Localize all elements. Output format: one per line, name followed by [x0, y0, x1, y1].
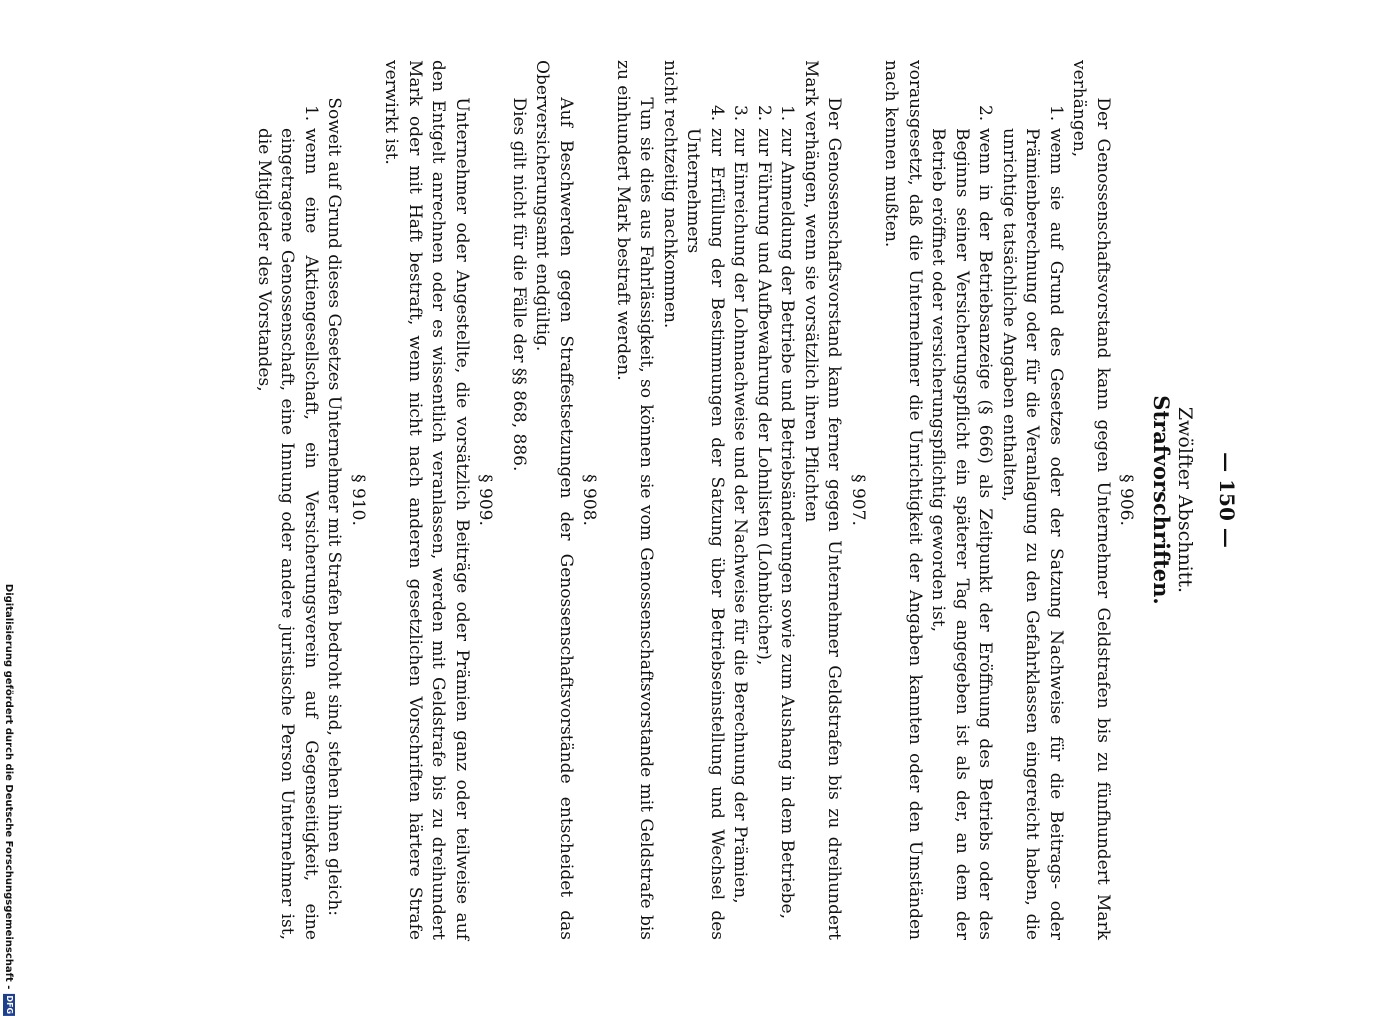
funding-note	[3, 584, 15, 1016]
list-item	[775, 97, 799, 940]
funding-note-text: Digitalisierung gefördert durch die Deutsche Forschungsgemeinschaft -	[3, 583, 15, 990]
list-item-text: zur Anmeldung der Betriebe und Betriebsänderungen sowie zum Aushang in dem Betriebe,	[777, 127, 798, 920]
list-item-number: 3.	[730, 104, 751, 122]
list-item-number: 4.	[707, 104, 727, 122]
chapter-subtitle: Strafvorschriften.	[1149, 395, 1174, 605]
list-item-number: 1.	[301, 104, 321, 122]
list-item-number: 2.	[754, 104, 774, 122]
chapter-title: Zwölfter Abschnitt.	[1174, 406, 1197, 594]
page-wrap	[150, 20, 1260, 980]
section-908-heading: § 908.	[579, 474, 600, 526]
side-strip	[0, 0, 18, 1015]
document-page	[150, 20, 1260, 980]
list-item-text: zur Einreichung der Lohnnachweise und der Nachweise für die Berechnung der Prämien,	[730, 127, 751, 904]
list-item-text: wenn eine Aktiengesellschaft, ein Versicherungsverein auf Gegenseitigkeit, eine eingetragene Genossenschaft, eine Innung oder andere juristische Person Unternehmer ist, die Mitglieder des Vorstandes,	[254, 127, 321, 940]
list-item	[681, 97, 728, 940]
section-910-heading: § 910.	[348, 474, 368, 526]
list-item	[997, 97, 1068, 940]
list-item	[752, 97, 776, 940]
list-item	[926, 97, 997, 940]
section-906-heading: § 906.	[1116, 474, 1137, 526]
list-item-number: 1.	[777, 104, 798, 122]
section-909-heading: § 909.	[475, 474, 496, 526]
section-907-closing: nicht rechtzeitig nachkommen.	[660, 60, 680, 329]
list-item-text: zur Erfüllung der Bestimmungen der Satzung über Betriebseinstellung und Wechsel des Unternehmers	[683, 127, 727, 940]
section-906-closing: vorausgesetzt, daß die Unternehmer die Unrichtigkeit der Angaben kannten oder den Umständen nach kennen mußten.	[881, 60, 925, 940]
section-907-heading: § 907.	[848, 474, 868, 526]
list-item-text: wenn in der Betriebsanzeige (§ 666) als Zeitpunkt der Eröffnung des Betriebs oder des Beginns seiner Versicherungspflicht ein späterer Tag angegeben ist als der, an dem der Betrieb eröffnet oder versicherungspflichtig geworden ist,	[928, 127, 996, 940]
list-item-text: wenn sie auf Grund des Gesetzes oder der Satzung Nachweise für die Beitrags- oder Prämienberechnung oder für die Veranlagung zu den Gefahrklassen eingereicht haben, die unrichtige tatsächliche Angaben enthalten,	[999, 127, 1066, 940]
section-908-para-1: Auf Beschwerden gegen Straffestsetzungen der Genossenschaftsvorstände entscheidet das Oberversicherungsamt endgültig.	[532, 60, 576, 940]
section-907-intro: Der Genossenschaftsvorstand kann ferner gegen Unternehmer Geldstrafen bis zu dreihundert Mark verhängen, wenn sie vorsätzlich ihren Pflichten	[801, 60, 845, 940]
list-item-number: 1.	[1046, 104, 1066, 122]
list-item	[252, 97, 323, 940]
list-item-number: 2.	[975, 104, 996, 122]
section-910-para-1: Soweit auf Grund dieses Gesetzes Unternehmer mit Strafen bedroht sind, stehen ihnen gleich:	[324, 97, 345, 917]
section-909-para-1: Unternehmer oder Angestellte, die vorsätzlich Beiträge oder Prämien ganz oder teilweise auf den Entgelt anrechnen oder es wissentlich veranlassen, werden mit Geldstrafe bis zu dreihundert Mark oder mit Haft bestraft, wenn nicht nach anderen gesetzlichen Vorschriften härtere Strafe verwirkt ist.	[381, 60, 472, 940]
section-908-para-2: Dies gilt nicht für die Fälle der §§ 868, 886.	[509, 97, 529, 472]
list-item-text: zur Führung und Aufbewahrung der Lohnlisten (Lohnbücher),	[754, 127, 774, 666]
page-number: — 150 —	[1215, 452, 1239, 548]
list-item	[728, 97, 752, 940]
dfg-logo-icon: DFG	[5, 995, 14, 1015]
section-907-extra: Tun sie dies aus Fahrlässigkeit, so können sie vom Genossenschaftsvorstande mit Geldstrafe bis zu einhundert Mark bestraft werden.	[613, 60, 657, 940]
section-906-intro: Der Genossenschaftsvorstand kann gegen Unternehmer Geldstrafen bis zu fünfhundert Mark verhängen,	[1069, 60, 1113, 940]
